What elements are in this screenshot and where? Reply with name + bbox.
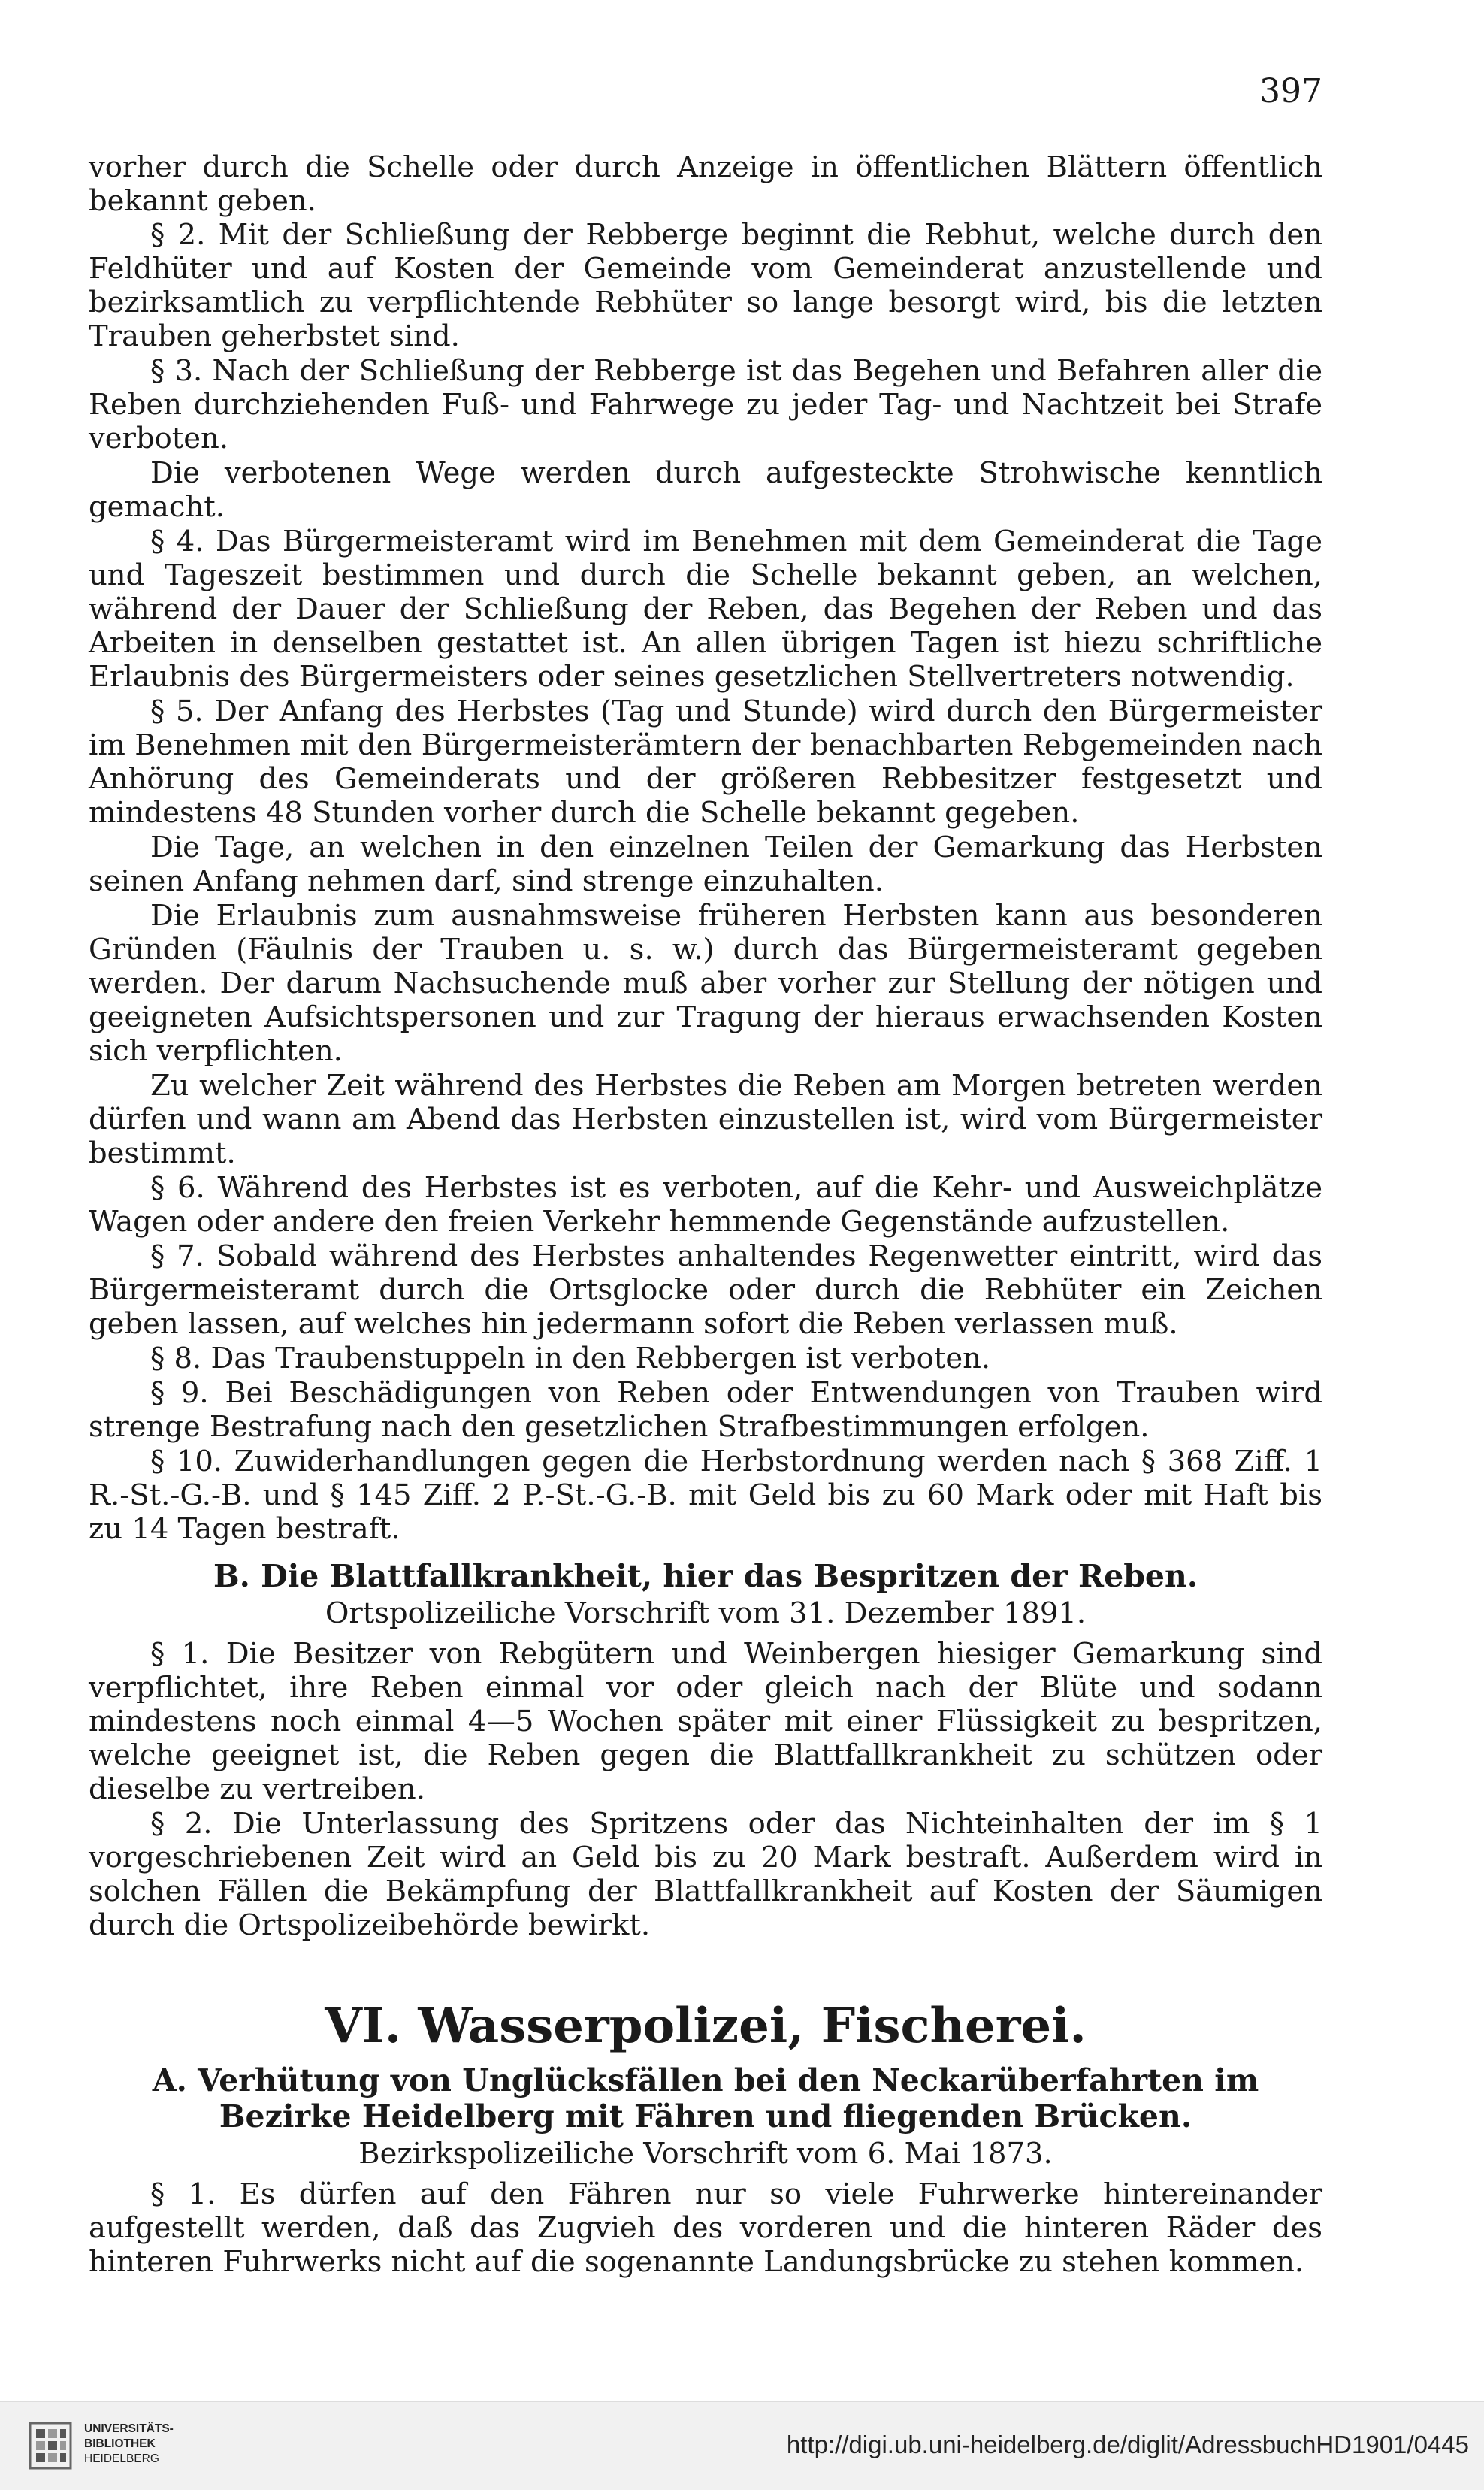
library-name-line-1: UNIVERSITÄTS-: [84, 2422, 174, 2435]
paragraph-section-2: § 2. Mit der Schließung der Rebberge beginnt die Rebhut, welche durch den Feldhüter und auf Kosten der Gemeinde vom Gemeinderat anzustellende und bezirksamtlich zu verpflichtende Rebhüter so lange besorgt wird, bis die letzten Trauben geherbstet sind.: [89, 218, 1322, 353]
permalink-url[interactable]: http://digi.ub.uni-heidelberg.de/diglit/AdressbuchHD1901/0445: [786, 2431, 1469, 2458]
paragraph-section-3: § 3. Nach der Schließung der Rebberge ist das Begehen und Befahren aller die Reben durchziehenden Fuß- und Fahrwege zu jeder Tag- und Nachtzeit bei Strafe verboten.: [89, 354, 1322, 455]
paragraph-section-9: § 9. Bei Beschädigungen von Reben oder Entwendungen von Trauben wird strenge Bestrafung nach den gesetzlichen Strafbestimmungen erfolgen.: [89, 1376, 1322, 1444]
paragraph-forbidden-paths: Die verbotenen Wege werden durch aufgesteckte Strohwische kenntlich gemacht.: [89, 456, 1322, 524]
paragraph-harvest-days: Die Tage, an welchen in den einzelnen Teilen der Gemarkung das Herbsten seinen Anfang nehmen darf, sind strenge einzuhalten.: [89, 831, 1322, 898]
library-name-line-3: HEIDELBERG: [84, 2452, 159, 2465]
paragraph-early-harvest: Die Erlaubnis zum ausnahmsweise früheren Herbsten kann aus besonderen Gründen (Fäulnis der Trauben u. s. w.) durch das Bürgermeisteramt gegeben werden. Der darum Nachsuchende muß aber vorher zur Stellung der nötigen und geeigneten Aufsichtspersonen und zur Tragung der hieraus erwachsenden Kosten sich verpflichten.: [89, 899, 1322, 1068]
section-b-paragraph-2: § 2. Die Unterlassung des Spritzens oder das Nichteinhalten der im § 1 vorgeschriebenen Zeit wird an Geld bis zu 20 Mark bestraft. Außerdem wird in solchen Fällen die Bekämpfung der Blattfallkrankheit auf Kosten der Säumigen durch die Ortspolizeibehörde bewirkt.: [89, 1807, 1322, 1942]
paragraph-section-4: § 4. Das Bürgermeisteramt wird im Benehmen mit dem Gemeinderat die Tage und Tageszeit bestimmen und durch die Schelle bekannt geben, an welchen, während der Dauer der Schließung der Reben, das Begehen der Reben und das Arbeiten in denselben gestattet ist. An allen übrigen Tagen ist hiezu schriftliche Erlaubnis des Bürgermeisters oder seines gesetzlichen Stellvertreters notwendig.: [89, 525, 1322, 694]
paragraph-section-8: § 8. Das Traubenstuppeln in den Rebbergen ist verboten.: [150, 1342, 991, 1375]
section-a-subheading: Bezirkspolizeiliche Vorschrift vom 6. Mai 1873.: [358, 2137, 1053, 2171]
library-name-line-2: BIBLIOTHEK: [84, 2437, 156, 2450]
section-a-paragraph-1: § 1. Es dürfen auf den Fähren nur so viele Fuhrwerke hintereinander aufgestellt werden, daß das Zugvieh des vorderen und die hinteren Räder des hinteren Fuhrwerks nicht auf die sogenannte Landungsbrücke zu stehen kommen.: [89, 2177, 1322, 2279]
paragraph-continuation: vorher durch die Schelle oder durch Anzeige in öffentlichen Blättern öffentlich bekannt geben.: [89, 150, 1322, 218]
paragraph-section-10: § 10. Zuwiderhandlungen gegen die Herbstordnung werden nach § 368 Ziff. 1 R.-St.-G.-B. und § 145 Ziff. 2 P.-St.-G.-B. mit Geld bis zu 60 Mark oder mit Haft bis zu 14 Tagen bestraft.: [89, 1445, 1322, 1546]
library-logo-icon: [26, 2419, 75, 2473]
page-number: 397: [1259, 72, 1322, 110]
section-b-paragraph-1: § 1. Die Besitzer von Rebgütern und Weinbergen hiesiger Gemarkung sind verpflichtet, ihre Reben einmal vor oder gleich nach der Blüte und sodann mindestens noch einmal 4—5 Wochen später mit einer Flüssigkeit zu bespritzen, welche geeignet ist, die Reben gegen die Blattfallkrankheit zu schützen oder dieselbe zu vertreiben.: [89, 1637, 1322, 1806]
paragraph-harvest-hours: Zu welcher Zeit während des Herbstes die Reben am Morgen betreten werden dürfen und wann am Abend das Herbsten einzustellen ist, wird vom Bürgermeister bestimmt.: [89, 1069, 1322, 1170]
library-name: [84, 2422, 234, 2467]
viewer-footer: [0, 2401, 1484, 2490]
paragraph-section-7: § 7. Sobald während des Herbstes anhaltendes Regenwetter eintritt, wird das Bürgermeisteramt durch die Ortsglocke oder durch die Rebhüter ein Zeichen geben lassen, auf welches hin jedermann sofort die Reben verlassen muß.: [89, 1239, 1322, 1341]
paragraph-section-6: § 6. Während des Herbstes ist es verboten, auf die Kehr- und Ausweichplätze Wagen oder andere den freien Verkehr hemmende Gegenstände aufzustellen.: [89, 1171, 1322, 1239]
document-body: [89, 150, 1322, 2280]
section-a-heading: A. Verhütung von Unglücksfällen bei den Neckarüberfahrten im Bezirke Heidelberg mit Fähren und fliegenden Brücken.: [152, 2062, 1259, 2135]
section-b-heading: B. Die Blattfallkrankheit, hier das Bespritzen der Reben.: [213, 1558, 1198, 1594]
section-b-subheading: Ortspolizeiliche Vorschrift vom 31. Dezember 1891.: [325, 1596, 1087, 1630]
chapter-vi-heading: VI. Wasserpolizei, Fischerei.: [325, 1998, 1087, 2054]
paragraph-section-5: § 5. Der Anfang des Herbstes (Tag und Stunde) wird durch den Bürgermeister im Benehmen mit den Bürgermeisterämtern der benachbarten Rebgemeinden nach Anhörung des Gemeinderats und der größeren Rebbesitzer festgesetzt und mindestens 48 Stunden vorher durch die Schelle bekannt gegeben.: [89, 694, 1322, 830]
